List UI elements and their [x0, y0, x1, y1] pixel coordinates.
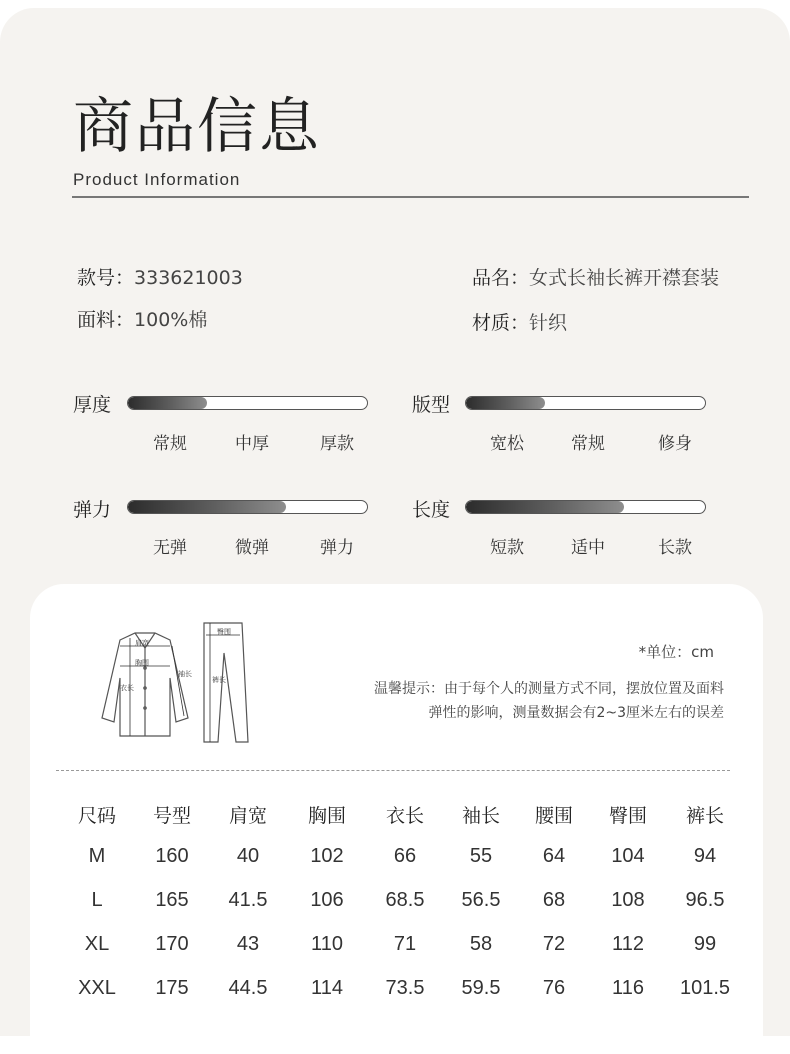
- table-cell: 160: [155, 845, 189, 867]
- style-number-row: [77, 263, 243, 290]
- table-cell: 66: [393, 845, 417, 867]
- attribute-label: 版型: [412, 394, 451, 416]
- attribute-gauge-fill: [466, 397, 545, 409]
- table-header-cell: 尺码: [77, 805, 117, 827]
- table-cell: 43: [236, 933, 260, 955]
- attribute-label: 厚度: [73, 394, 112, 416]
- table-cell: 40: [236, 845, 260, 867]
- attribute-scale-label: 弹力: [320, 538, 354, 558]
- fabric-label: 面料：: [77, 309, 135, 331]
- attribute-scale-label: 常规: [153, 434, 187, 454]
- table-header-cell: 腰围: [534, 805, 574, 827]
- table-cell: 108: [611, 889, 645, 911]
- style-number-value: 333621003: [134, 267, 243, 289]
- table-cell: 116: [612, 977, 644, 999]
- table-cell: 55: [469, 845, 493, 867]
- attribute-scale-label: 中厚: [235, 434, 269, 454]
- page-title: 商品信息: [73, 92, 321, 162]
- table-cell: 68.5: [385, 889, 425, 911]
- tip-line-2: 弹性的影响，测量数据会有2~3厘米左右的误差: [428, 705, 724, 721]
- garment-diagram: [80, 618, 280, 748]
- table-cell: L: [91, 889, 103, 911]
- table-cell: 175: [155, 977, 189, 999]
- attribute-scale-label: 短款: [490, 538, 524, 558]
- attribute-gauge-fill: [128, 397, 207, 409]
- table-cell: 76: [542, 977, 566, 999]
- table-cell: 112: [612, 933, 644, 955]
- attribute-gauge: [127, 500, 368, 514]
- table-cell: XL: [84, 933, 110, 955]
- product-name-label: 品名：: [472, 267, 530, 289]
- diagram-length-label: 衣长: [120, 684, 134, 692]
- table-cell: M: [88, 845, 106, 867]
- attribute-gauge-fill: [466, 501, 624, 513]
- attribute-gauge: [465, 396, 706, 410]
- table-cell: 44.5: [228, 977, 268, 999]
- diagram-shoulder-label: 肩宽: [135, 639, 149, 647]
- table-header-cell: 袖长: [461, 805, 501, 827]
- table-cell: 64: [542, 845, 566, 867]
- table-header-cell: 臀围: [608, 805, 648, 827]
- table-cell: 114: [311, 977, 343, 999]
- attribute-gauge: [465, 500, 706, 514]
- table-header-cell: 裤长: [685, 805, 725, 827]
- attribute-label: 弹力: [73, 499, 112, 521]
- attribute-scale-label: 修身: [658, 434, 692, 454]
- shirt-outline: [102, 633, 188, 736]
- table-header-cell: 号型: [152, 805, 192, 827]
- table-cell: 58: [469, 933, 493, 955]
- table-cell: 104: [611, 845, 645, 867]
- dashed-divider: [56, 770, 730, 771]
- material-row: [472, 308, 567, 335]
- table-cell: 68: [542, 889, 566, 911]
- title-divider: [72, 196, 749, 198]
- table-cell: 72: [542, 933, 566, 955]
- diagram-sleeve-label: 袖长: [178, 670, 192, 678]
- table-cell: 71: [393, 933, 417, 955]
- fabric-value: 100%棉: [134, 309, 208, 331]
- table-header-cell: 肩宽: [228, 805, 268, 827]
- table-cell: 170: [155, 933, 189, 955]
- attribute-scale-label: 长款: [658, 538, 692, 558]
- table-cell: 73.5: [385, 977, 425, 999]
- material-value: 针织: [529, 312, 568, 334]
- table-cell: 106: [310, 889, 344, 911]
- table-cell: 41.5: [228, 889, 268, 911]
- material-label: 材质：: [472, 312, 530, 334]
- attribute-scale-label: 微弹: [235, 538, 269, 558]
- attribute-scale-label: 适中: [571, 538, 605, 558]
- style-number-label: 款号：: [77, 267, 135, 289]
- fabric-row: [77, 305, 207, 332]
- attribute-scale-label: 厚款: [320, 434, 354, 454]
- table-cell: 56.5: [461, 889, 501, 911]
- table-header-cell: 胸围: [307, 805, 347, 827]
- table-cell: 101.5: [679, 977, 731, 999]
- table-cell: 94: [693, 845, 717, 867]
- table-cell: 99: [693, 933, 717, 955]
- attribute-gauge: [127, 396, 368, 410]
- tip-line-1: 温馨提示：由于每个人的测量方式不同，摆放位置及面料: [374, 681, 724, 697]
- table-cell: 59.5: [461, 977, 501, 999]
- table-cell: 96.5: [685, 889, 725, 911]
- table-header-cell: 衣长: [385, 805, 425, 827]
- page-subtitle: Product Information: [73, 170, 241, 189]
- table-cell: 102: [310, 845, 344, 867]
- attribute-gauge-fill: [128, 501, 286, 513]
- attribute-scale-label: 无弹: [153, 538, 187, 558]
- pants-outline: [204, 623, 248, 742]
- table-cell: 110: [311, 933, 343, 955]
- diagram-chest-label: 胸围: [135, 659, 149, 667]
- table-cell: XXL: [78, 977, 116, 999]
- product-name-row: [472, 263, 719, 290]
- diagram-hip-label: 臀围: [217, 628, 231, 636]
- attribute-scale-label: 常规: [571, 434, 605, 454]
- attribute-scale-label: 宽松: [490, 434, 524, 454]
- unit-note: *单位：cm: [638, 643, 714, 661]
- diagram-pants-label: 裤长: [212, 676, 226, 684]
- product-name-value: 女式长袖长裤开襟套装: [529, 267, 720, 289]
- attribute-label: 长度: [412, 499, 451, 521]
- table-cell: 165: [155, 889, 189, 911]
